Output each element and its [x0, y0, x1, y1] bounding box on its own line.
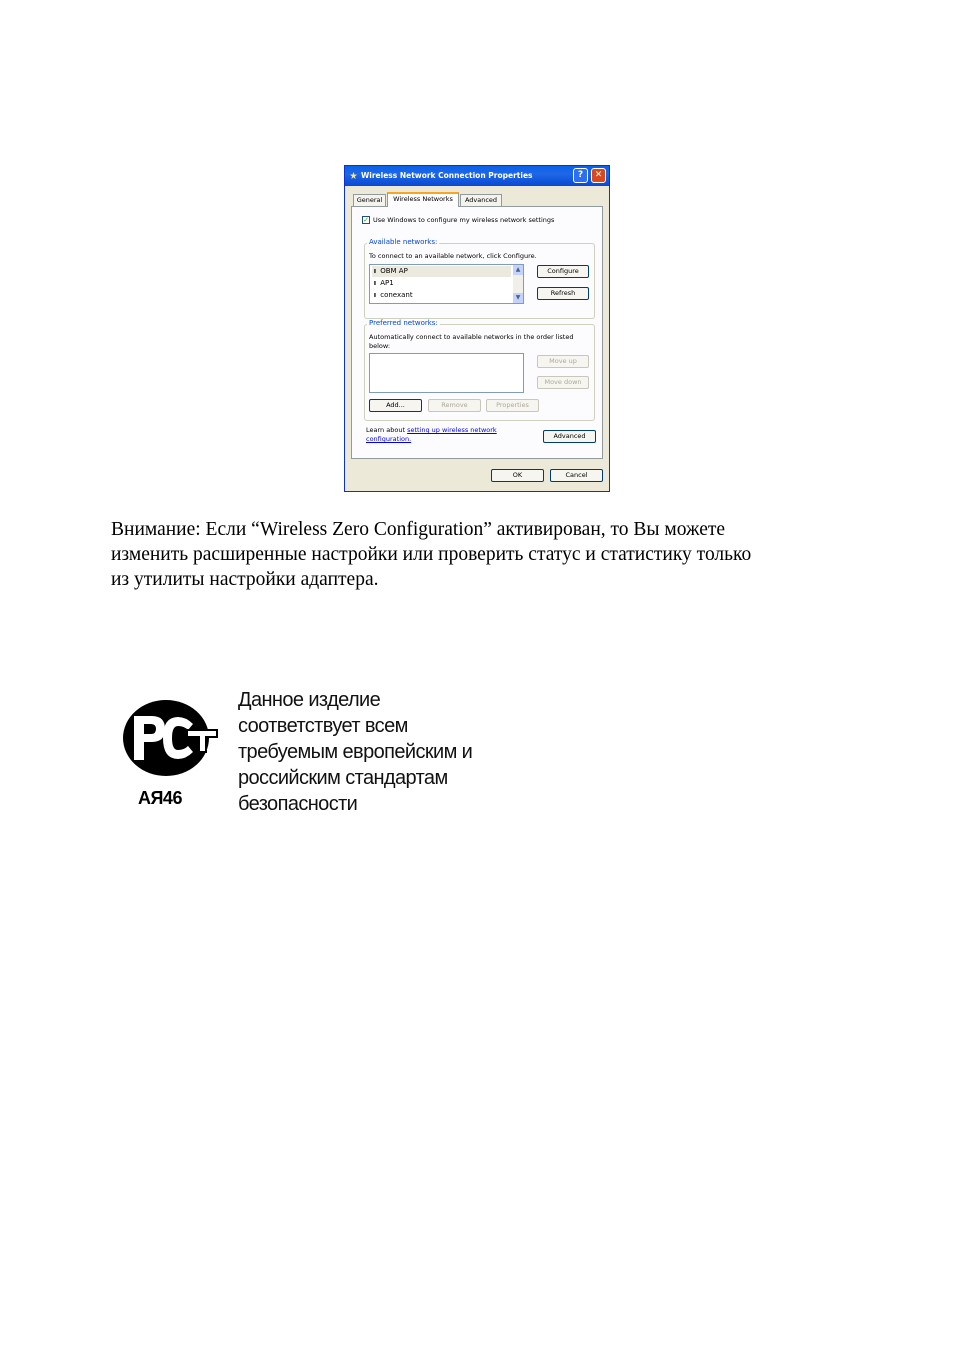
preferred-networks-list[interactable] [369, 353, 524, 393]
use-windows-label: Use Windows to configure my wireless network settings [373, 216, 555, 224]
list-item[interactable]: ı conexant [373, 291, 413, 299]
dialog-title: Wireless Network Connection Properties [361, 171, 533, 180]
cert-line-2: соответствует всем [238, 715, 408, 737]
wireless-properties-dialog [344, 165, 610, 492]
learn-link[interactable]: setting up wireless network [407, 426, 497, 434]
available-networks-list[interactable] [369, 264, 524, 304]
tab-advanced[interactable]: Advanced [460, 194, 502, 206]
note-paragraph [111, 517, 851, 592]
move-down-button[interactable]: Move down [537, 376, 589, 389]
scroll-down-icon[interactable]: ▼ [513, 293, 523, 303]
note-line-2: изменить расширенные настройки или проверить статус и статистику только [111, 544, 752, 565]
dialog-titlebar [345, 166, 609, 186]
antenna-icon: ı [373, 291, 377, 299]
cancel-button[interactable]: Cancel [550, 469, 603, 482]
ok-button[interactable]: OK [491, 469, 544, 482]
learn-link-continued[interactable]: configuration. [366, 435, 412, 443]
properties-button[interactable]: Properties [486, 399, 539, 412]
rst-certification-mark-icon [120, 698, 218, 778]
cert-line-4: российским стандартам [238, 767, 448, 789]
advanced-button[interactable]: Advanced [543, 430, 596, 443]
preferred-instruction-line1: Automatically connect to available networks in the order listed [369, 333, 574, 341]
scroll-up-icon[interactable]: ▲ [513, 265, 523, 275]
network-connection-icon [349, 171, 358, 180]
tab-general[interactable]: General [353, 194, 386, 206]
note-line-1: Внимание: Если “Wireless Zero Configuration” активирован, то Вы можете [111, 519, 726, 540]
close-button[interactable]: ✕ [591, 168, 606, 183]
antenna-icon: ı [373, 279, 377, 287]
note-line-3: из утилиты настройки адаптера. [111, 569, 379, 590]
preferred-networks-title: Preferred networks: [369, 319, 438, 327]
wireless-networks-panel [351, 206, 603, 459]
certification-statement [238, 687, 472, 817]
remove-button[interactable]: Remove [428, 399, 481, 412]
help-button[interactable]: ? [573, 168, 588, 183]
list-scrollbar[interactable] [513, 265, 523, 303]
learn-about-text: Learn about setting up wireless network configuration. [366, 426, 497, 443]
certification-code: АЯ46 [138, 788, 182, 808]
move-up-button[interactable]: Move up [537, 355, 589, 368]
use-windows-checkbox[interactable]: ✓ [363, 216, 369, 224]
add-button[interactable]: Add... [369, 399, 422, 412]
available-instruction: To connect to an available network, click Configure. [369, 252, 537, 260]
refresh-button[interactable]: Refresh [537, 287, 589, 300]
antenna-icon: ı [373, 267, 377, 275]
configure-button[interactable]: Configure [537, 265, 589, 278]
cert-line-3: требуемым европейским и [238, 741, 473, 763]
available-networks-title: Available networks: [369, 238, 438, 246]
cert-line-1: Данное изделие [238, 689, 381, 711]
list-item[interactable]: ı AP1 [373, 279, 394, 287]
list-item[interactable]: ı OBM AP [372, 266, 511, 277]
tab-wireless-networks[interactable]: Wireless Networks [387, 192, 459, 207]
preferred-instruction-line2: below: [369, 342, 391, 350]
cert-line-5: безопасности [238, 793, 358, 815]
